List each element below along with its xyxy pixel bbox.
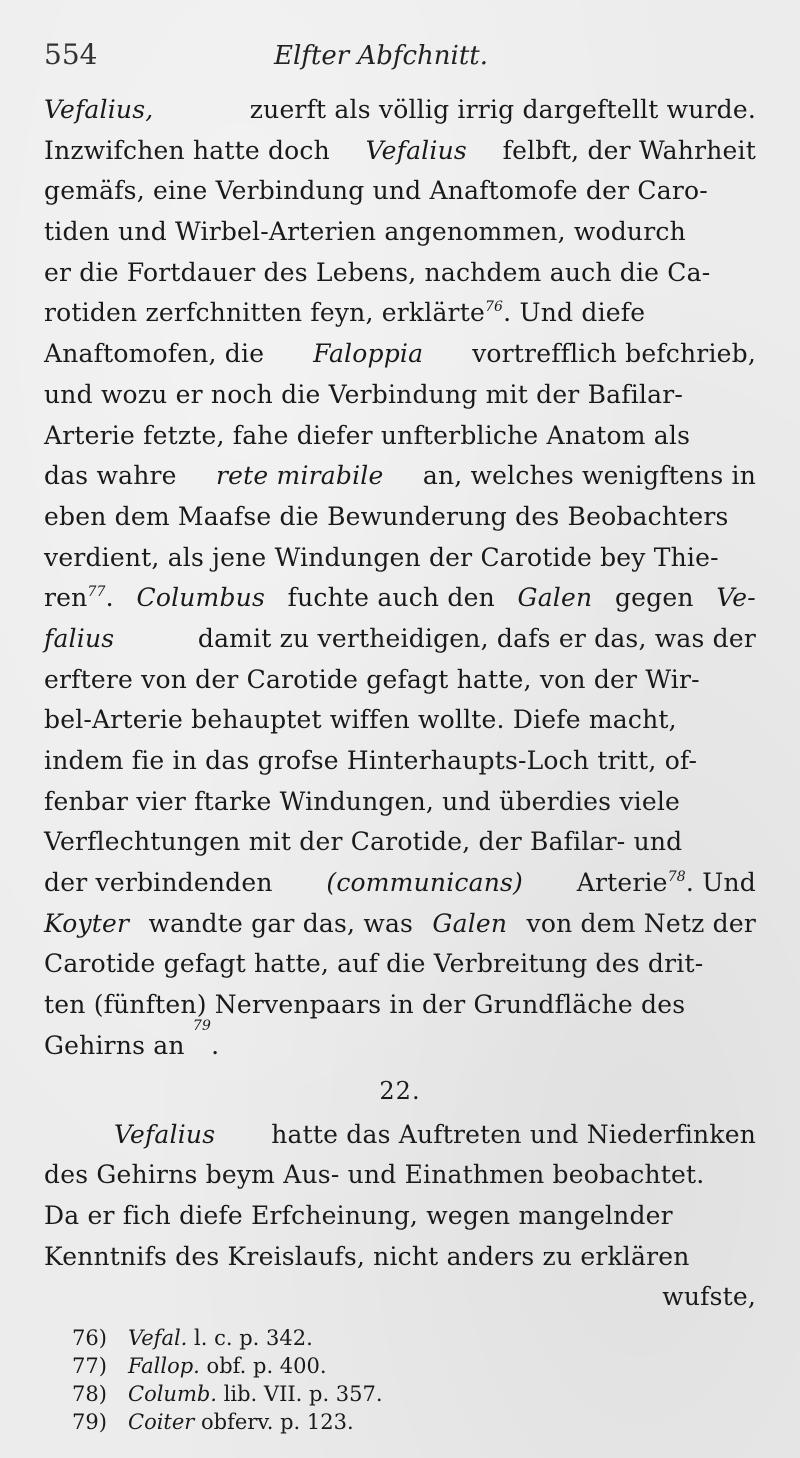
text-line: der verbindenden (communicans) Arterie$^{78}$. Und [44,868,756,898]
text-line: indem fie in das grofse Hinterhaupts-Loch tritt, of- [44,746,698,775]
text-line: rotiden zerfchnitten feyn, erklärte$^{76}$. Und diefe [44,298,646,328]
footnotes [44,1324,756,1436]
page-header [44,38,756,82]
text-line: ten (fünften) Nervenpaars in der Grundfläche des [44,990,686,1020]
text-line: fenbar vier ftarke Windungen, und überdies viele [44,786,681,816]
footnote-item: 77) Fallop. obf. p. 400. [72,1353,327,1378]
text-line: falius damit zu vertheidigen, dafs er das, was der [44,623,756,653]
text-line: bel-Arterie behauptet wiffen wollte. Diefe macht, [44,705,677,735]
text-line: wufste, [662,1282,756,1312]
text-line: gemäfs, eine Verbindung und Anaftomofe der Caro- [44,176,708,206]
text-line: ren$^{77}$. Columbus fuchte auch den Galen gegen Ve- [44,583,756,613]
text-line: Verflechtungen mit der Carotide, der Bafilar- und [44,827,683,857]
text-line: Anaftomofen, die Faloppia vortrefflich befchrieb, [44,339,756,369]
page-number: 554 [44,38,98,71]
text-line: Vefalius hatte das Auftreten und Niederfinken [114,1119,756,1149]
footnote-ref: 76 [484,299,504,316]
section-number: 22. [379,1076,421,1105]
footnote-item: 76) Vefal. l. c. p. 342. [72,1325,313,1350]
text-line: das wahre rete mirabile an, welches wenigftens in [44,461,756,491]
text-line: Gehirns an 79 . [44,1026,756,1067]
footnote-ref: 77 [87,584,106,601]
footnote-ref: 79 [192,1017,212,1034]
text-line: Carotide gefagt hatte, auf die Verbreitung des drit- [44,949,704,979]
text-line: Vefalius, zuerft als völlig irrig dargeftellt wurde. [44,95,756,124]
text-line: verdient, als jene Windungen der Carotide bey Thie- [44,542,719,572]
paragraph-2 [44,1115,756,1318]
text-line: erftere von der Carotide gefagt hatte, von der Wir- [44,664,700,694]
running-head: Elfter Abfchnitt. [274,41,489,71]
footnote-ref: 78 [667,869,686,886]
text-line: er die Fortdauer des Lebens, nachdem auch die Ca- [44,257,711,287]
text-line: des Gehirns beym Aus- und Einathmen beobachtet. [44,1160,705,1190]
text-line: und wozu er noch die Verbindung mit der Bafilar- [44,379,684,409]
footnote-item: 78) Columb. lib. VII. p. 357. [72,1381,383,1406]
text-line: eben dem Maafse die Bewunderung des Beobachters [44,501,729,531]
text-line: Inzwifchen hatte doch Vefalius felbft, der Wahrheit [44,135,756,165]
text-line: Koyter wandte gar das, was Galen von dem Netz der [44,908,756,938]
text-line: Kenntnifs des Kreislaufs, nicht anders zu erklären [44,1241,690,1271]
text-line: Arterie fetzte, fahe diefer unfterbliche Anatom als [44,420,691,450]
footnote-item: 79) Coiter obferv. p. 123. [72,1409,354,1434]
text-line: Da er fich diefe Erfcheinung, wegen mangelnder [44,1200,673,1230]
text-line: tiden und Wirbel-Arterien angenommen, wodurch [44,217,686,247]
paragraph-1 [44,90,756,1067]
